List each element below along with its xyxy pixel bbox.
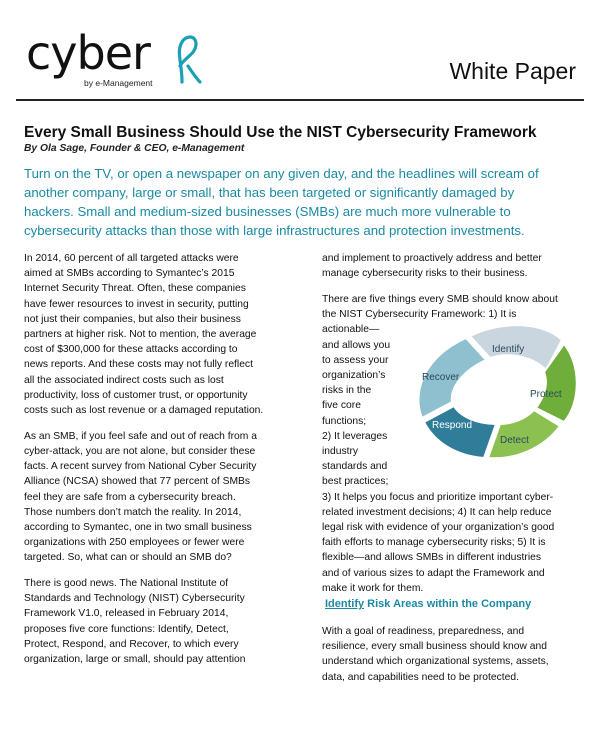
detect-label: Detect <box>500 435 529 446</box>
text-line: With a goal of readiness, preparedness, and <box>322 626 525 637</box>
text-line: faith efforts to manage cybersecurity risks; 5) It is <box>322 537 546 549</box>
text-line: feel they are safe from a cybersecurity breach. <box>24 491 236 503</box>
text-line: not just their companies, but also their business <box>24 313 241 325</box>
text-line: resilience, every small business should know and <box>322 641 547 653</box>
left-column <box>24 251 294 667</box>
lead-line: hackers. Small and medium-sized businesses (SMBs) are much more vulnerable to <box>24 204 511 219</box>
left-paragraph-2 <box>24 429 294 566</box>
cyber-logo <box>26 26 153 88</box>
text-line: Framework V1.0, released in February 2014, <box>24 608 229 620</box>
text-line: 3) It helps you focus and prioritize important cyber- <box>322 491 554 503</box>
nist-framework-diagram <box>404 318 582 466</box>
text-line: 2) It leverages <box>322 430 388 442</box>
article-title: Every Small Business Should Use the NIST Cybersecurity Framework <box>24 124 537 141</box>
text-line: As an SMB, if you feel safe and out of reach from a <box>24 430 257 442</box>
text-line: understand which organizational systems, assets, <box>322 656 549 668</box>
protect-label: Protect <box>530 389 562 400</box>
right-paragraph-1 <box>322 251 584 281</box>
text-line: best practices; <box>322 476 389 488</box>
recover-label: Recover <box>422 372 460 383</box>
text-line: data, and capabilities need to be protected. <box>322 671 519 683</box>
text-line: and allows you <box>322 339 391 351</box>
lead-paragraph <box>24 164 584 240</box>
left-paragraph-3 <box>24 576 294 667</box>
text-line: news reports. And these costs may not fully reflect <box>24 359 253 371</box>
text-line: according to Symantec, one in two small business <box>24 521 252 533</box>
text-line: cost of $300,000 for these attacks according to <box>24 344 238 356</box>
section-subheading <box>325 598 531 610</box>
text-line: all the associated indirect costs such as lost <box>24 374 224 386</box>
text-line: to assess your <box>322 354 389 366</box>
text-line: make it work for them. <box>322 582 424 594</box>
logo-wordmark: cyber <box>26 26 150 80</box>
identify-link[interactable]: Identify <box>325 598 365 610</box>
article-byline: By Ola Sage, Founder & CEO, e-Management <box>24 143 245 154</box>
lead-line: another company, large or small, that has been targeted or significantly damaged by <box>24 185 515 200</box>
text-line: targeted. So, what can or should an SMB do? <box>24 552 232 564</box>
text-line: manage cybersecurity risks to their business. <box>322 268 528 280</box>
text-line: functions; <box>322 415 367 427</box>
lead-line: Turn on the TV, or open a newspaper on any given day, and the headlines will scream of <box>24 166 539 181</box>
text-line: facts. A recent survey from National Cyber Security <box>24 461 257 473</box>
text-line: In 2014, 60 percent of all targeted attacks were <box>24 253 239 264</box>
page-header <box>0 0 600 108</box>
right-paragraph-3 <box>322 624 584 685</box>
text-line: Those numbers don’t match the reality. In 2014, <box>24 506 242 518</box>
text-line: have fewer resources to invest in security, putting <box>24 298 249 310</box>
text-line: There are five things every SMB should know about <box>322 293 558 305</box>
document-type: White Paper <box>449 58 576 84</box>
text-line: Standards and Technology (NIST) Cybersecurity <box>24 593 245 605</box>
text-line: proposes five core functions: Identify, Detect, <box>24 623 229 635</box>
ribbon-icon <box>172 32 204 84</box>
text-line: aimed at SMBs according to Symantec’s 2015 <box>24 268 235 280</box>
text-line: and of various sizes to adapt the Framework and <box>322 567 545 579</box>
text-line: Protect, Respond, and Recover, to which every <box>24 638 239 650</box>
text-line: organization’s <box>322 369 386 381</box>
respond-label: Respond <box>432 420 473 431</box>
text-line: Internet Security Threat. Often, these companies <box>24 283 246 295</box>
text-line: and implement to proactively address and better <box>322 253 542 264</box>
subheading-text: Risk Areas within the Company <box>364 598 532 610</box>
text-line: cyber-attack, you are not alone, but consider these <box>24 445 256 457</box>
text-line: flexible—and allows SMBs in different industries <box>322 552 542 564</box>
text-line: risks in the <box>322 385 372 397</box>
text-line: legal risk with evidence of your organization’s good <box>322 521 555 533</box>
respond-segment <box>424 406 496 458</box>
text-line: related investment decisions; 4) It can help reduce <box>322 506 552 518</box>
text-line: There is good news. The National Institute of <box>24 578 229 590</box>
text-line: industry <box>322 445 359 457</box>
identify-label: Identify <box>492 344 525 355</box>
text-line: organization, large or small, should pay attention <box>24 654 246 666</box>
text-line: actionable— <box>322 324 380 336</box>
text-line: organizations with 250 employees or fewer were <box>24 537 245 549</box>
text-line: costs such as lost revenue or a damaged reputation. <box>24 405 264 417</box>
text-line: standards and <box>322 461 388 473</box>
left-paragraph-1 <box>24 251 294 418</box>
text-line: partners at higher risk. Not to mention, the average <box>24 329 257 341</box>
logo-subtitle: by e-Management <box>84 78 153 88</box>
text-line: five core <box>322 400 361 412</box>
lead-line: cybersecurity attacks than those with large infrastructures and protection investments. <box>24 223 525 238</box>
text-line: Alliance (NCSA) showed that 77 percent of SMBs <box>24 476 251 488</box>
text-line: productivity, loss of customer trust, or opportunity <box>24 389 248 401</box>
text-line: the NIST Cybersecurity Framework: 1) It is <box>322 309 517 321</box>
header-divider <box>16 99 584 101</box>
